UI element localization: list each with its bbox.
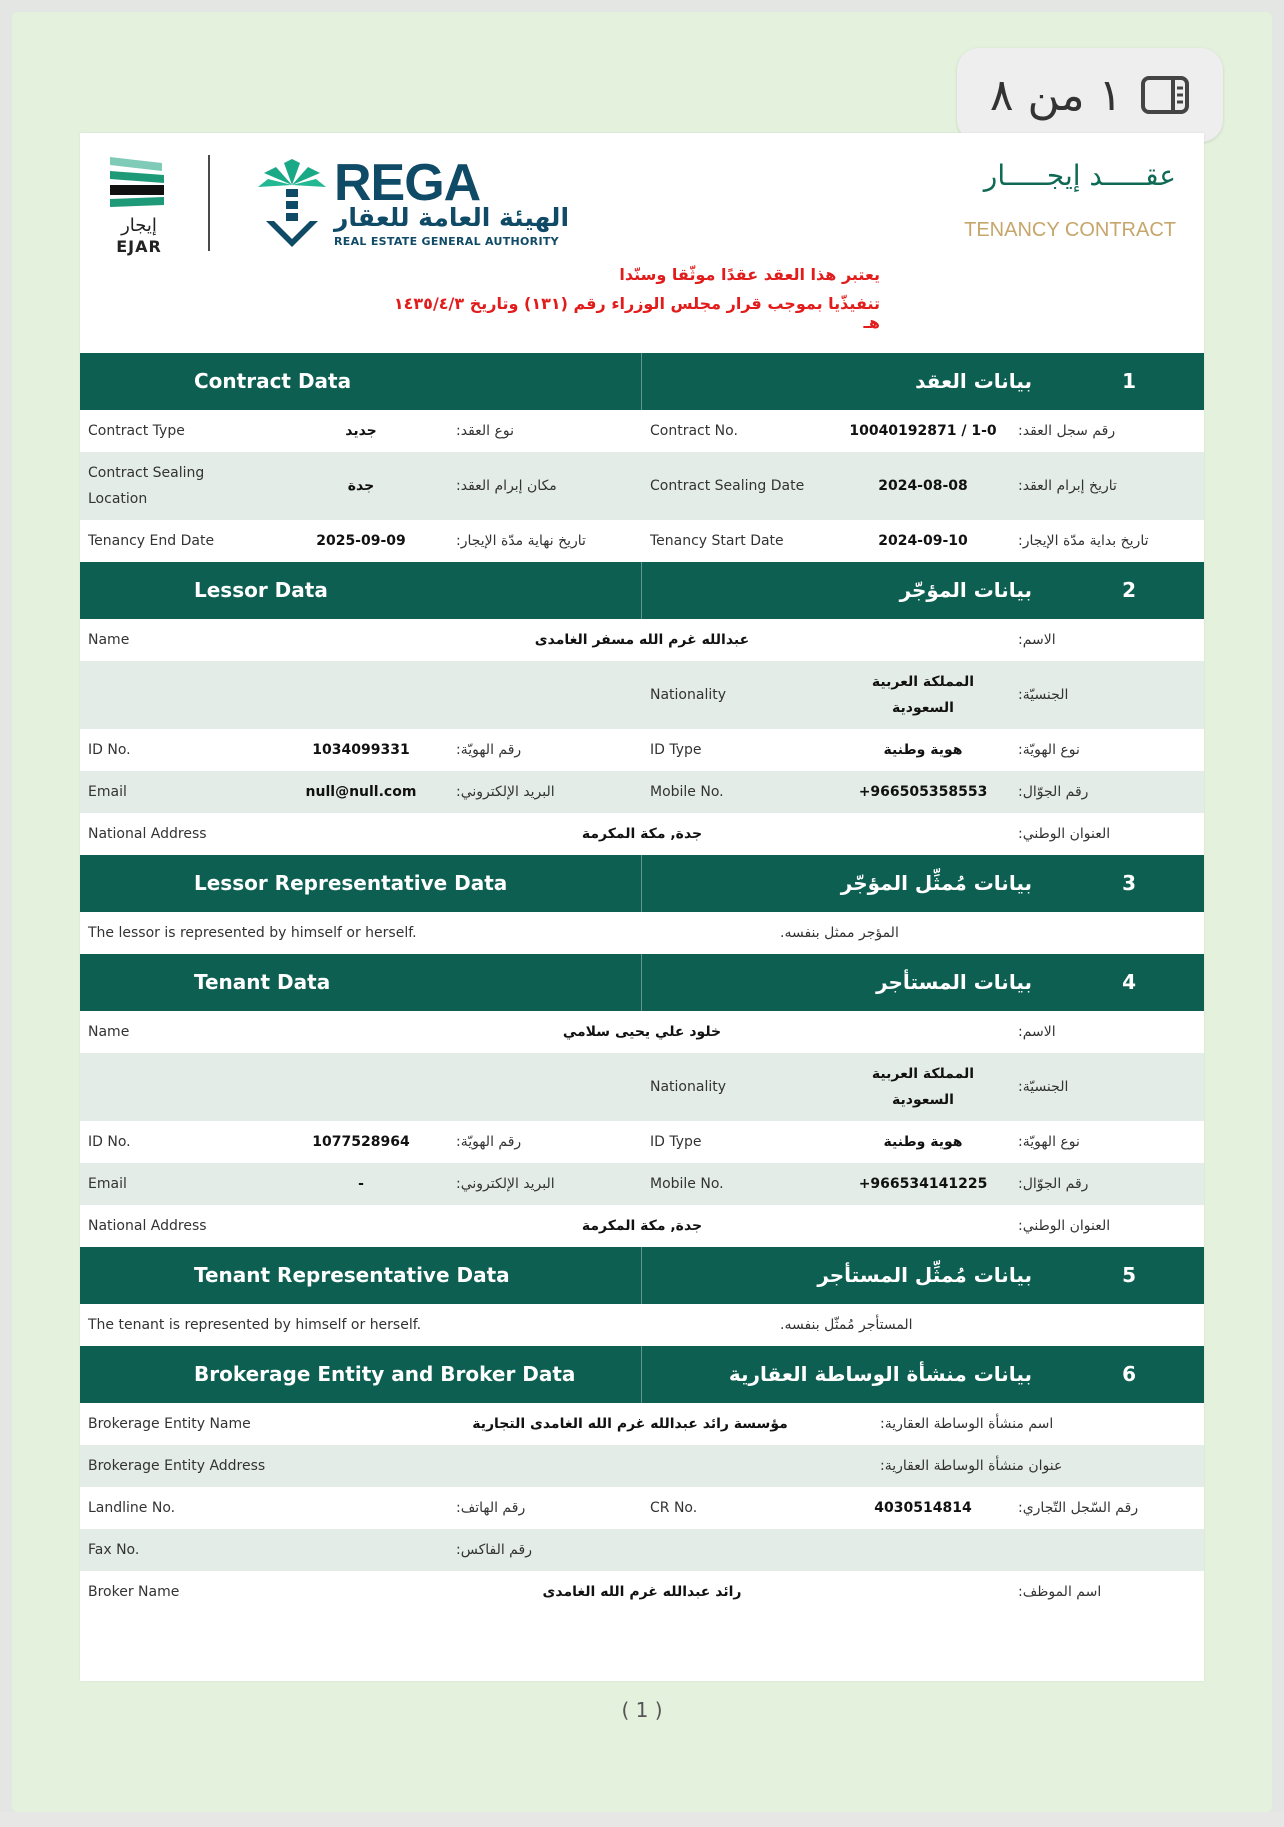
field-label-en: Mobile No. xyxy=(650,784,724,800)
field-label-en: Landline No. xyxy=(88,1500,176,1516)
contract-page xyxy=(80,133,1204,1681)
broker-name-value: رائد عبدالله غرم الله الغامدى xyxy=(542,1584,742,1600)
field-label-ar: العنوان الوطني: xyxy=(1018,826,1111,842)
field-label-ar: رقم الجوّال: xyxy=(1018,784,1089,800)
next-page-edge xyxy=(0,1812,1284,1827)
document-title-en: TENANCY CONTRACT xyxy=(964,219,1176,241)
table-row xyxy=(80,1529,1204,1571)
tenant-address-value: جدة, مكة المكرمة xyxy=(581,1218,703,1234)
field-label-en: Name xyxy=(88,1024,130,1040)
field-label-ar: اسم منشأة الوساطة العقارية: xyxy=(880,1416,1054,1432)
table-row xyxy=(80,1163,1204,1205)
table-row xyxy=(80,520,1204,562)
table-row xyxy=(80,1011,1204,1053)
header-divider xyxy=(641,954,642,1011)
representation-note-ar: المؤجر ممثل بنفسه. xyxy=(780,925,899,941)
representation-note-en: The tenant is represented by himself or herself. xyxy=(88,1317,422,1333)
field-label-en: Broker Name xyxy=(88,1584,180,1600)
field-label-en xyxy=(80,452,274,520)
legal-notice-line-1: يعتبر هذا العقد عقدًا موثّقا وسنّدا xyxy=(619,265,880,284)
representation-note-ar: المستأجر مُمثّل بنفسه. xyxy=(780,1317,913,1333)
ejar-logo xyxy=(104,153,174,256)
lessor-mobile-value: +966505358553 xyxy=(858,784,988,800)
field-label-ar: نوع العقد: xyxy=(456,423,514,439)
legal-notice-line-2: تنفيذّيا بموجب قرار مجلس الوزراء رقم (١٣١) وتاريخ ١٤٣٥/٤/٣ هـ xyxy=(393,294,880,332)
ejar-logo-icon xyxy=(104,153,174,215)
field-label-en: Email xyxy=(88,1176,127,1192)
tenancy-start-date-value: 2024-09-10 xyxy=(878,533,968,549)
table-row xyxy=(80,452,1204,520)
table-row xyxy=(80,1487,1204,1529)
field-label-en: Contract No. xyxy=(650,423,738,439)
nationality-line: المملكة العربية xyxy=(871,674,975,690)
table-row xyxy=(80,1304,1204,1346)
table-row xyxy=(80,1121,1204,1163)
field-label-en: Tenancy End Date xyxy=(88,533,215,549)
tenant-id-type-value: هوية وطنية xyxy=(883,1134,963,1150)
contract-table xyxy=(80,353,1204,1613)
field-label-en: Brokerage Entity Name xyxy=(88,1416,251,1432)
field-label-en: Brokerage Entity Address xyxy=(88,1458,266,1474)
field-label-ar: تاريخ بداية مدّة الإيجار: xyxy=(1018,533,1149,549)
field-label-en: ID Type xyxy=(650,1134,702,1150)
field-label-ar: البريد الإلكتروني: xyxy=(456,784,555,800)
field-label-ar: عنوان منشأة الوساطة العقارية: xyxy=(880,1458,1063,1474)
field-label-ar: تاريخ إبرام العقد: xyxy=(1018,478,1117,494)
tenant-mobile-value: +966534141225 xyxy=(858,1176,988,1192)
field-label-en: Nationality xyxy=(650,1079,727,1095)
field-label-en: Name xyxy=(88,632,130,648)
field-label-en: CR No. xyxy=(650,1500,698,1516)
section-title-en: Lessor Data xyxy=(194,578,328,602)
field-label-ar: الاسم: xyxy=(1018,1024,1056,1040)
page-counter-label: ١ من ٨ xyxy=(989,69,1123,121)
section-header-lessor xyxy=(80,562,1204,619)
section-title-en: Lessor Representative Data xyxy=(194,871,508,895)
field-label-en-line: Location xyxy=(88,491,148,507)
rega-wordmark: REGA xyxy=(334,154,481,212)
section-number: 3 xyxy=(1122,871,1136,895)
tenant-name-value: خلود علي يحيى سلامي xyxy=(562,1024,722,1040)
tenant-email-value: - xyxy=(358,1176,364,1192)
section-header-contract xyxy=(80,353,1204,410)
table-row xyxy=(80,410,1204,452)
nationality-line: السعودية xyxy=(892,1092,954,1108)
lessor-name-value: عبدالله غرم الله مسفر الغامدى xyxy=(534,632,750,648)
table-row xyxy=(80,661,1204,729)
field-label-en: National Address xyxy=(88,1218,207,1234)
rega-palm-icon xyxy=(254,159,330,251)
table-row xyxy=(80,1571,1204,1613)
field-label-en: ID No. xyxy=(88,1134,131,1150)
field-label-en: Nationality xyxy=(650,687,727,703)
table-row xyxy=(80,912,1204,954)
field-label-en: Mobile No. xyxy=(650,1176,724,1192)
field-label-ar: نوع الهويّة: xyxy=(1018,1134,1080,1150)
tenant-id-value: 1077528964 xyxy=(312,1134,410,1150)
cr-number-value: 4030514814 xyxy=(874,1500,972,1516)
section-title-ar: بيانات منشأة الوساطة العقارية xyxy=(728,1362,1032,1386)
table-row xyxy=(80,1403,1204,1445)
field-label-en: National Address xyxy=(88,826,207,842)
brokerage-entity-name-value: مؤسسة رائد عبدالله غرم الله الغامدى التجارية xyxy=(472,1416,788,1432)
table-row xyxy=(80,1205,1204,1247)
contract-number-value: 10040192871 / 1-0 xyxy=(849,423,997,439)
table-row xyxy=(80,729,1204,771)
nationality-line: السعودية xyxy=(892,700,954,716)
contract-type-value: جديد xyxy=(345,423,377,439)
field-label-en-line: Contract Sealing xyxy=(88,465,205,481)
field-label-ar: رقم سجل العقد: xyxy=(1018,423,1116,439)
field-label-en: Tenancy Start Date xyxy=(650,533,784,549)
section-title-ar: بيانات المؤجّر xyxy=(899,578,1032,602)
field-label-en: Contract Type xyxy=(88,423,185,439)
section-header-lessor-rep xyxy=(80,855,1204,912)
field-label-ar: تاريخ نهاية مدّة الإيجار: xyxy=(456,533,586,549)
section-header-tenant xyxy=(80,954,1204,1011)
header-divider xyxy=(641,1346,642,1403)
header-divider xyxy=(641,562,642,619)
sealing-date-value: 2024-08-08 xyxy=(878,478,968,494)
field-label-ar: نوع الهويّة: xyxy=(1018,742,1080,758)
section-number: 5 xyxy=(1122,1263,1136,1287)
lessor-email-value: null@null.com xyxy=(305,784,417,800)
field-label-ar: العنوان الوطني: xyxy=(1018,1218,1111,1234)
field-label-en: ID No. xyxy=(88,742,131,758)
section-title-ar: بيانات مُمثِّل المستأجر xyxy=(817,1263,1032,1287)
field-label-en: Email xyxy=(88,784,127,800)
table-row xyxy=(80,1445,1204,1487)
section-title-ar: بيانات العقد xyxy=(915,369,1032,393)
section-header-tenant-rep xyxy=(80,1247,1204,1304)
field-label-ar: اسم الموظف: xyxy=(1018,1584,1102,1600)
logo-divider xyxy=(208,155,210,251)
section-title-en: Tenant Representative Data xyxy=(194,1263,510,1287)
field-label-ar: رقم الهويّة: xyxy=(456,742,522,758)
section-number: 1 xyxy=(1122,369,1136,393)
field-label-en: ID Type xyxy=(650,742,702,758)
legal-notice xyxy=(380,265,880,332)
rega-name-en: REAL ESTATE GENERAL AUTHORITY xyxy=(334,235,559,248)
ejar-logo-ar: إيجار xyxy=(121,215,157,236)
section-title-en: Brokerage Entity and Broker Data xyxy=(194,1362,576,1386)
field-label-ar: رقم الجوّال: xyxy=(1018,1176,1089,1192)
section-number: 4 xyxy=(1122,970,1136,994)
field-label-ar: رقم السّجل التّجاري: xyxy=(1018,1500,1139,1516)
section-number: 2 xyxy=(1122,578,1136,602)
section-title-en: Contract Data xyxy=(194,369,352,393)
lessor-nationality-value xyxy=(828,661,1018,729)
rega-logo xyxy=(254,154,594,251)
nationality-line: المملكة العربية xyxy=(871,1066,975,1082)
document-title-ar: عقـــــد إيجـــــار xyxy=(983,159,1176,192)
field-label-en: Fax No. xyxy=(88,1542,140,1558)
lessor-address-value: جدة, مكة المكرمة xyxy=(581,826,703,842)
field-label-ar: مكان إبرام العقد: xyxy=(456,478,557,494)
rega-name-ar: الهيئة العامة للعقار xyxy=(334,203,570,232)
field-label-ar: رقم الهويّة: xyxy=(456,1134,522,1150)
section-title-ar: بيانات المستأجر xyxy=(876,970,1032,994)
table-row xyxy=(80,619,1204,661)
field-label-ar: البريد الإلكتروني: xyxy=(456,1176,555,1192)
header-divider xyxy=(641,1247,642,1304)
tenancy-end-date-value: 2025-09-09 xyxy=(316,533,406,549)
sealing-location-value: جدة xyxy=(347,478,375,494)
field-label-ar: الجنسيّة: xyxy=(1018,1079,1069,1095)
table-row xyxy=(80,771,1204,813)
ejar-logo-en: EJAR xyxy=(116,237,162,256)
section-title-ar: بيانات مُمثِّل المؤجّر xyxy=(840,871,1032,895)
field-label-ar: رقم الهاتف: xyxy=(456,1500,526,1516)
lessor-id-value: 1034099331 xyxy=(312,742,410,758)
table-row xyxy=(80,813,1204,855)
lessor-id-type-value: هوية وطنية xyxy=(883,742,963,758)
field-label-ar: رقم الفاكس: xyxy=(456,1542,532,1558)
section-number: 6 xyxy=(1122,1362,1136,1386)
table-row xyxy=(80,1053,1204,1121)
field-label-ar: الجنسيّة: xyxy=(1018,687,1069,703)
section-title-en: Tenant Data xyxy=(194,970,331,994)
header-divider xyxy=(641,855,642,912)
tenant-nationality-value xyxy=(828,1053,1018,1121)
header-divider xyxy=(641,353,642,410)
field-label-ar: الاسم: xyxy=(1018,632,1056,648)
representation-note-en: The lessor is represented by himself or herself. xyxy=(88,925,417,941)
page-counter[interactable] xyxy=(957,48,1223,142)
page-number-footer: ( 1 ) xyxy=(621,1698,663,1722)
field-label-en: Contract Sealing Date xyxy=(650,478,805,494)
section-header-brokerage xyxy=(80,1346,1204,1403)
sidebar-toggle-icon[interactable] xyxy=(1140,75,1190,115)
